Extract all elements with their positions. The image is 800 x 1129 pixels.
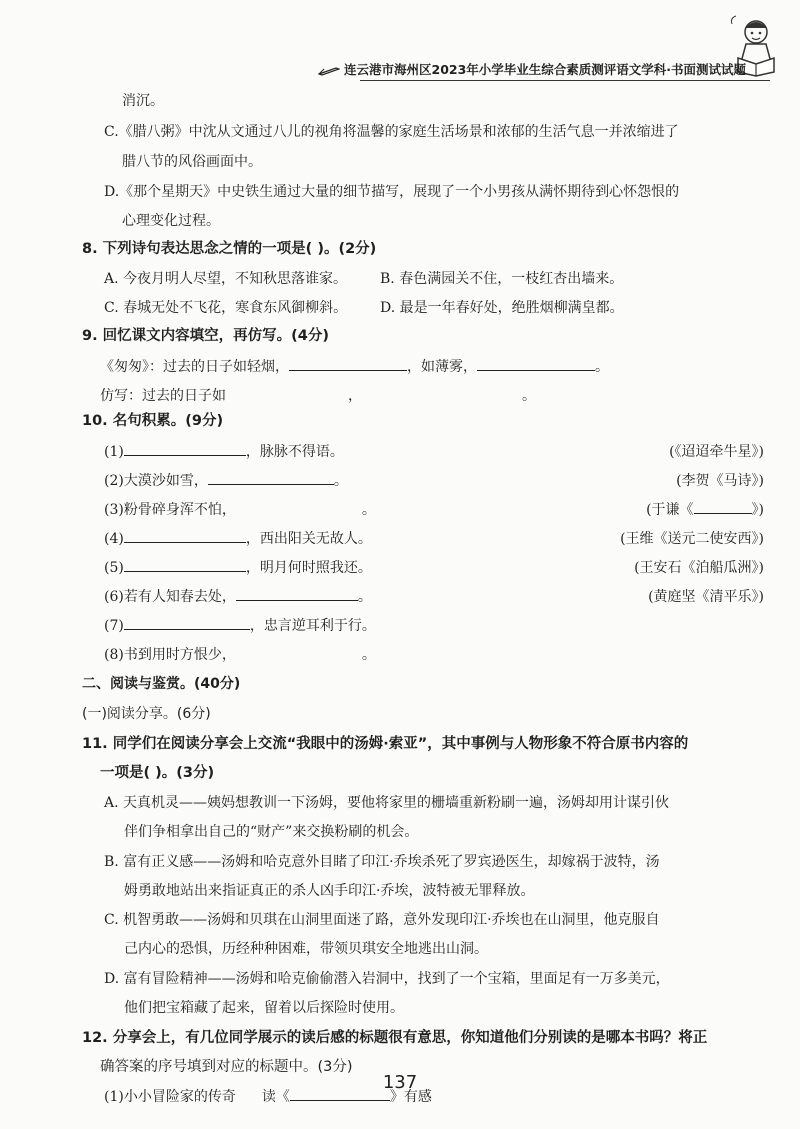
q9-line-2-text-c: 。 xyxy=(522,388,536,404)
q9-blank-4[interactable] xyxy=(362,385,522,400)
q10-item-2-end: 。 xyxy=(333,473,348,489)
q7-option-c: C.《腊八粥》中沈从文通过八儿的视角将温馨的家庭生活场景和浓郁的生活气息一并浓缩进了 xyxy=(104,124,679,140)
q11-stem: 11. 同学们在阅读分享会上交流“我眼中的汤姆·索亚”，其中事例与人物形象不符合原书内容的 xyxy=(82,736,689,752)
q11-option-a-cont: 伴们争相拿出自己的“财产”来交换粉刷的机会。 xyxy=(124,824,419,840)
q8-option-b: B. 春色满园关不住，一枝红杏出墙来。 xyxy=(380,271,624,287)
q10-blank-7[interactable] xyxy=(124,615,250,630)
q7-option-d: D.《那个星期天》中史铁生通过大量的细节描写，展现了一个小男孩从满怀期待到心怀怨恨的 xyxy=(104,184,680,200)
q9-line-1-text-a: 《匆匆》：过去的日子如轻烟， xyxy=(100,359,289,375)
q12-item-1-suffix: 》有感 xyxy=(389,1089,432,1105)
q10-item-7-num: (7) xyxy=(104,618,124,634)
q10-blank-6[interactable] xyxy=(236,586,358,601)
q11-option-c-cont: 己内心的恐惧，历经种种困难，带领贝琪安全地逃出山洞。 xyxy=(124,941,488,957)
q9-line-2-text-b: ， xyxy=(348,388,362,404)
q11-option-a: A. 天真机灵——姨妈想教训一下汤姆，要他将家里的栅墙重新粉刷一遍，汤姆却用计谋引伙 xyxy=(104,795,670,811)
q10-item-1-text: ，脉脉不得语。 xyxy=(245,444,344,460)
q10-item-6-source: (黄庭坚《清平乐》) xyxy=(648,589,764,605)
q10-item-6 xyxy=(104,586,372,606)
q11-option-b: B. 富有正义感——汤姆和哈克意外目睹了印江·乔埃杀死了罗宾逊医生，却嫁祸于波特，汤 xyxy=(104,854,660,870)
q9-line-2-text-a: 仿写：过去的日子如 xyxy=(100,388,226,404)
q10-item-3 xyxy=(104,499,376,519)
q11-stem-cont: 一项是( )。(3分) xyxy=(100,765,215,781)
q8-stem: 8. 下列诗句表达思念之情的一项是( )。(2分) xyxy=(82,241,377,257)
q10-item-4-text: ，西出阳关无故人。 xyxy=(245,531,372,547)
q10-blank-8[interactable] xyxy=(236,644,362,659)
q10-item-2-text: (2)大漠沙如雪， xyxy=(104,473,208,489)
q11-option-d-cont: 他们把宝箱藏了起来，留着以后探险时使用。 xyxy=(124,1000,404,1016)
q9-stem: 9. 回忆课文内容填空，再仿写。(4分) xyxy=(82,328,329,344)
q10-item-2 xyxy=(104,470,348,490)
q8-option-c: C. 春城无处不飞花，寒食东风御柳斜。 xyxy=(104,300,348,316)
q10-blank-4[interactable] xyxy=(124,528,246,543)
q10-item-7-text: ，忠言逆耳利于行。 xyxy=(249,618,376,634)
q10-blank-2[interactable] xyxy=(208,470,334,485)
q10-blank-3b[interactable] xyxy=(694,499,752,514)
q7-option-d-cont: 心理变化过程。 xyxy=(122,213,220,229)
q9-line-2 xyxy=(100,385,536,405)
q10-item-3-source-b: 》) xyxy=(751,502,764,518)
exam-header xyxy=(318,60,747,78)
q10-item-5-source: (王安石《泊船瓜洲》) xyxy=(634,560,764,576)
subsection-1-heading: (一)阅读分享。(6分) xyxy=(82,706,211,722)
q11-option-b-cont: 姆勇敢地站出来指证真正的杀人凶手印江·乔埃，波特被无罪释放。 xyxy=(124,883,535,899)
q10-item-3-end: 。 xyxy=(361,502,376,518)
q12-item-1-prefix: 读《 xyxy=(261,1089,290,1105)
q7-continuation: 消沉。 xyxy=(122,93,164,109)
q10-item-7 xyxy=(104,615,376,635)
header-divider xyxy=(360,80,770,81)
q9-blank-2[interactable] xyxy=(477,356,595,371)
q9-blank-1[interactable] xyxy=(289,356,407,371)
q11-option-c: C. 机智勇敢——汤姆和贝琪在山洞里面迷了路，意外发现印江·乔埃也在山洞里，他克服自 xyxy=(104,912,660,928)
q10-item-3-source xyxy=(646,499,764,519)
q12-stem: 12. 分享会上，有几位同学展示的读后感的标题很有意思，你知道他们分别读的是哪本书吗？将正 xyxy=(82,1030,708,1046)
q10-item-8-end: 。 xyxy=(361,647,376,663)
q10-blank-3[interactable] xyxy=(236,499,362,514)
q10-item-3-source-a: (于谦《 xyxy=(646,502,694,518)
q12-item-1-title: (1)小小冒险家的传奇 xyxy=(104,1089,236,1105)
q12-stem-cont: 确答案的序号填到对应的标题中。(3分) xyxy=(100,1059,353,1075)
q10-blank-1[interactable] xyxy=(124,441,246,456)
q10-item-8-text: (8)书到用时方恨少， xyxy=(104,647,236,663)
q10-item-1-num: (1) xyxy=(104,444,124,460)
section-2-heading: 二、阅读与鉴赏。(40分) xyxy=(82,676,241,692)
q10-item-2-source: (李贺《马诗》) xyxy=(676,473,764,489)
q10-item-8 xyxy=(104,644,376,664)
q9-line-1 xyxy=(100,356,609,376)
q10-item-6-end: 。 xyxy=(357,589,372,605)
q10-item-5 xyxy=(104,557,372,577)
exam-title: 连云港市海州区2023年小学毕业生综合素质测评语文学科·书面测试试题 xyxy=(344,62,747,77)
q10-item-5-num: (5) xyxy=(104,560,124,576)
q9-line-1-text-b: ，如薄雾， xyxy=(407,359,477,375)
q11-option-d: D. 富有冒险精神——汤姆和哈克偷偷潜入岩洞中，找到了一个宝箱，里面足有一万多美元， xyxy=(104,971,670,987)
q10-item-5-text: ，明月何时照我还。 xyxy=(245,560,372,576)
q10-item-6-text: (6)若有人知春去处， xyxy=(104,589,236,605)
q9-blank-3[interactable] xyxy=(226,385,348,400)
q10-item-4-num: (4) xyxy=(104,531,124,547)
pen-icon xyxy=(318,66,340,76)
q9-line-1-text-c: 。 xyxy=(595,359,609,375)
page-number: 137 xyxy=(382,1072,418,1093)
q10-item-4-source: (王维《送元二使安西》) xyxy=(620,531,764,547)
q10-item-4 xyxy=(104,528,372,548)
q10-item-1-source: (《迢迢牵牛星》) xyxy=(669,444,764,460)
q8-option-d: D. 最是一年春好处，绝胜烟柳满皇都。 xyxy=(380,300,624,316)
q8-option-a: A. 今夜月明人尽望，不知秋思落谁家。 xyxy=(104,271,348,287)
q10-stem: 10. 名句积累。(9分) xyxy=(82,413,224,429)
q10-item-3-text: (3)粉骨碎身浑不怕， xyxy=(104,502,236,518)
q10-item-1 xyxy=(104,441,344,461)
q10-blank-5[interactable] xyxy=(124,557,246,572)
q7-option-c-cont: 腊八节的风俗画面中。 xyxy=(122,154,262,170)
